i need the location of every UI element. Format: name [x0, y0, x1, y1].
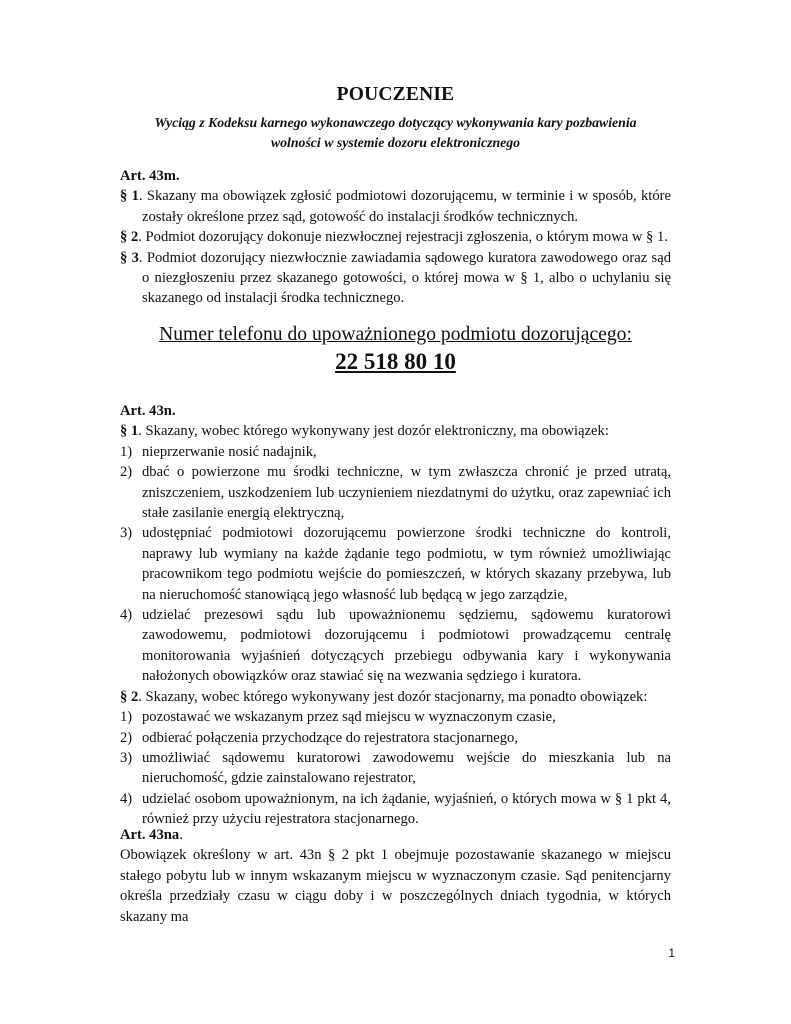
paragraph-text: . Skazany, wobec którego wykonywany jest dozór elektroniczny, ma obowiązek:	[138, 423, 609, 440]
article-heading-dot: .	[179, 827, 183, 843]
article-heading-row	[120, 825, 671, 845]
item-number: 4)	[120, 790, 133, 807]
item-number: 3)	[120, 525, 133, 542]
article-43n	[120, 401, 671, 830]
article-43na	[120, 825, 671, 927]
item-text: udzielać osobom upoważnionym, na ich żądanie, wyjaśnień, o których mowa w § 1 pkt 4, również przy użyciu rejestratora stacjonarnego.	[142, 790, 671, 828]
item-number: 1)	[120, 709, 133, 726]
list-item	[120, 789, 671, 830]
list-item	[120, 523, 671, 605]
paragraph-mark: § 2	[120, 688, 139, 705]
subtitle-line-2: wolności w systemie dozoru elektronicznego	[270, 134, 521, 150]
item-text: nieprzerwanie nosić nadajnik,	[142, 443, 317, 460]
article-heading: Art. 43m.	[120, 168, 180, 184]
item-text: umożliwiać sądowemu kuratorowi zawodowemu wejście do mieszkania lub na nieruchomość, gdzie zainstalowano rejestrator,	[142, 749, 671, 787]
item-text: odbierać połączenia przychodzące do rejestratora stacjonarnego,	[142, 729, 518, 746]
paragraph-3	[120, 248, 671, 309]
item-text: dbać o powierzone mu środki techniczne, w tym zwłaszcza chronić je przed utratą, zniszczeniem, uszkodzeniem lub uczynieniem niezdatnymi do użytku, oraz zapewniać ich stałe zasilanie energią elektryczną,	[142, 464, 671, 522]
item-number: 3)	[120, 749, 133, 766]
paragraph-mark: § 2	[120, 229, 139, 246]
paragraph-text: . Podmiot dozorujący niezwłocznie zawiadamia sądowego kuratora zawodowego oraz sąd o niezgłoszeniu przez skazanego gotowości, o której mowa w § 1, albo o uchylaniu się skazanego od instalacji środka technicznego.	[138, 249, 671, 307]
list-item	[120, 707, 671, 727]
paragraph-text: . Podmiot dozorujący dokonuje niezwłocznej rejestracji zgłoszenia, o którym mowa w § 1.	[138, 229, 668, 246]
phone-number: 22 518 80 10	[335, 349, 456, 374]
page-number: 1	[668, 946, 675, 960]
paragraph-mark: § 1	[120, 423, 139, 440]
document-title: POUCZENIE	[336, 84, 455, 105]
article-43m	[120, 166, 671, 309]
phone-label: Numer telefonu do upoważnionego podmiotu dozorującego:	[159, 324, 632, 345]
document-subtitle	[120, 113, 671, 152]
article-heading: Art. 43n.	[120, 403, 176, 419]
paragraph-1	[120, 186, 671, 227]
paragraph-text: . Skazany ma obowiązek zgłosić podmiotowi dozorującemu, w terminie i w sposób, które zostały określone przez sąd, gotowość do instalacji środków technicznych.	[138, 188, 671, 225]
paragraph-text: . Skazany, wobec którego wykonywany jest dozór stacjonarny, ma ponadto obowiązek:	[138, 688, 648, 705]
list-item	[120, 748, 671, 789]
article-text: Obowiązek określony w art. 43n § 2 pkt 1 obejmuje pozostawanie skazanego w miejscu stałego pobytu lub w innym wskazanym miejscu w wyznaczonym czasie. Sąd penitencjarny określa przedziały czasu w ciągu doby i w poszczególnych dniach tygodnia, w których skazany ma	[120, 847, 671, 925]
paragraph-2	[120, 227, 671, 247]
article-heading: Art. 43na	[120, 827, 180, 843]
item-text: pozostawać we wskazanym przez sąd miejscu w wyznaczonym czasie,	[142, 709, 556, 726]
list-item	[120, 605, 671, 687]
list-item	[120, 728, 671, 748]
list-item	[120, 462, 671, 523]
item-number: 1)	[120, 443, 133, 460]
item-number: 4)	[120, 607, 133, 624]
item-number: 2)	[120, 464, 133, 481]
paragraph-mark: § 3	[120, 249, 139, 266]
paragraph-2	[120, 687, 671, 707]
item-number: 2)	[120, 729, 133, 746]
list-item	[120, 442, 671, 462]
item-text: udzielać prezesowi sądu lub upoważnionemu sędziemu, sądowemu kuratorowi zawodowemu, podmiotowi dozorującemu i podmiotowi prowadzącemu centralę monitorowania wyjaśnień dotyczących przebiegu odbywania kary i wykonywania nałożonych obowiązków oraz stawiać się na wezwania sędziego i kuratora.	[142, 607, 671, 685]
subtitle-line-1: Wyciąg z Kodeksu karnego wykonawczego dotyczący wykonywania kary pozbawienia	[154, 115, 637, 130]
item-text: udostępniać podmiotowi dozorującemu powierzone środki techniczne do kontroli, naprawy lub wymiany na każde żądanie tego podmiotu, w tym również umożliwiając pracownikom tego podmiotu wejście do pomieszczeń, w których skazany przebywa, lub na nieruchomość stanowiącą jego własność lub będącą w jego zarządzie,	[142, 525, 671, 603]
paragraph-1	[120, 421, 671, 441]
paragraph-mark: § 1	[120, 188, 139, 205]
